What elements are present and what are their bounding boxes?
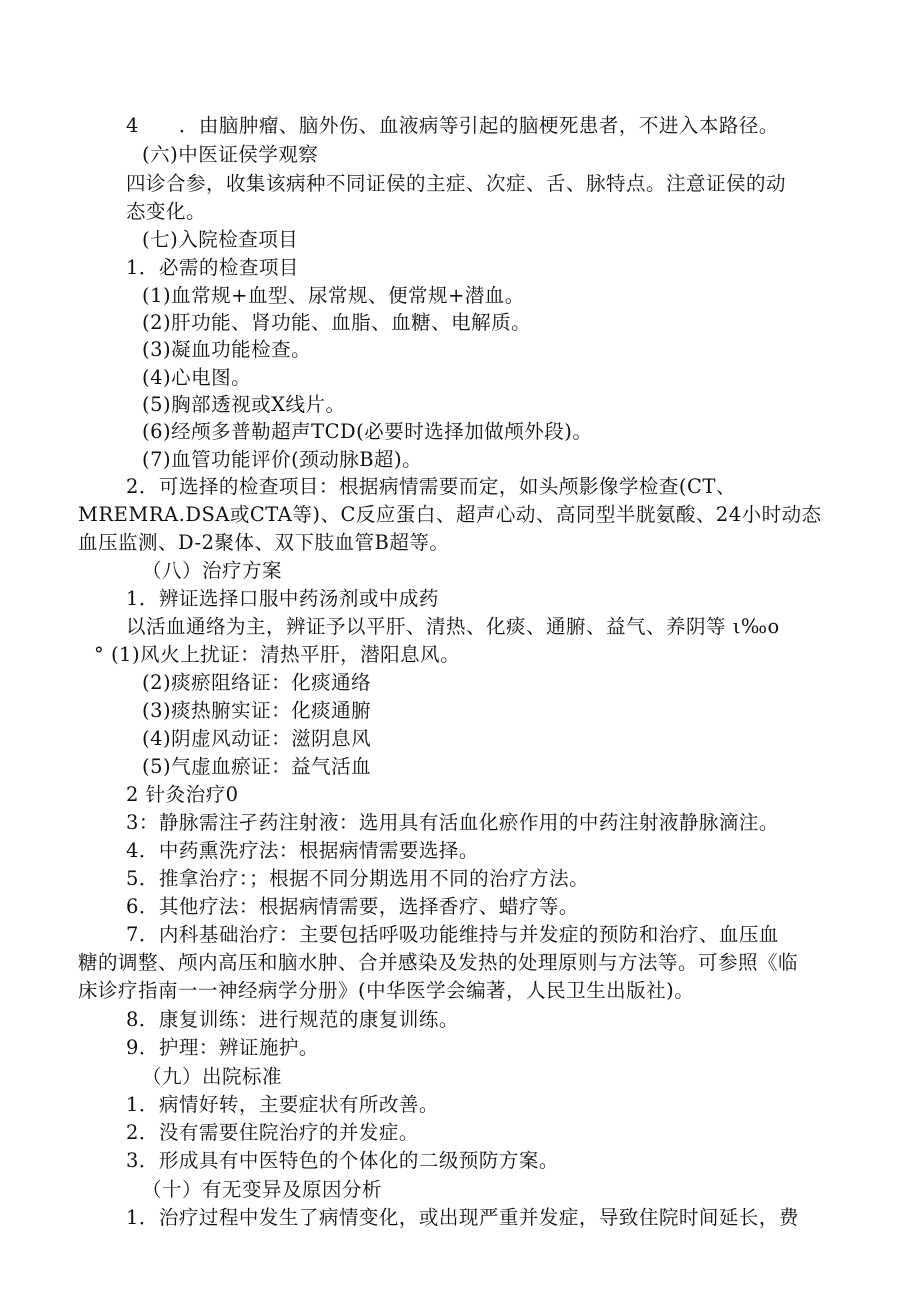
section-heading: (六)中医证侯学观察: [142, 143, 319, 166]
list-item: (3)痰热腑实证：化痰通腑: [142, 699, 372, 722]
list-item: (5)胸部透视或X线片。: [142, 393, 346, 416]
text-line: 1．辨证选择口服中药汤剂或中成药: [126, 587, 439, 610]
text-line: MREMRA.DSA或CTA等)、C反应蛋白、超声心动、高同型半胱氨酸、24小时动态: [78, 503, 822, 526]
text-line: 态变化。: [126, 200, 207, 223]
section-heading: （八）治疗方案: [142, 559, 283, 582]
text-line: 7．内科基础治疗：主要包括呼吸功能维持与并发症的预防和治疗、血压血: [126, 923, 779, 946]
list-item: (4)心电图。: [142, 366, 252, 389]
list-item: (7)血管功能评价(颈动脉B超)。: [142, 448, 423, 471]
list-item: (2)肝功能、肾功能、血脂、血糖、电解质。: [142, 311, 532, 334]
text-line: 2．没有需要住院治疗的并发症。: [126, 1121, 419, 1144]
text-line: 6．其他疗法：根据病情需要，选择香疗、蜡疗等。: [126, 895, 579, 918]
text-line: 1．必需的检查项目: [126, 256, 299, 279]
text-line: 1．治疗过程中发生了病情变化，或出现严重并发症，导致住院时间延长，费: [126, 1206, 799, 1229]
list-item: (3)凝血功能检查。: [142, 338, 312, 361]
section-heading: （十）有无变异及原因分析: [142, 1178, 383, 1201]
text-line: 5．推拿治疗：；根据不同分期选用不同的治疗方法。: [126, 867, 590, 890]
text-line: 四诊合参，收集该病种不同证侯的主症、次症、舌、脉特点。注意证侯的动: [126, 172, 787, 195]
list-item: ° (1)风火上扰证：清热平肝，潜阳息风。: [94, 643, 461, 666]
text-line: 2．可选择的检查项目：根据病情需要而定，如头颅影像学检查(CT、: [126, 475, 736, 498]
text-line: 4．中药熏洗疗法：根据病情需要选择。: [126, 839, 479, 862]
text-line: 以活血通络为主，辨证予以平肝、清热、化痰、通腑、益气、养阴等 ι‰o: [126, 615, 780, 638]
text-line: 4 ．由脑肿瘤、脑外伤、血液病等引起的脑梗死患者，不进入本路径。: [126, 114, 779, 137]
list-item: (4)阴虚风动证：滋阴息风: [142, 727, 372, 750]
section-heading: (七)入院检查项目: [142, 228, 299, 251]
list-item: (2)痰瘀阻络证：化痰通络: [142, 671, 372, 694]
text-line: 糖的调整、颅内高压和脑水肿、合并感染及发热的处理原则与方法等。可参照《临: [78, 951, 799, 974]
list-item: (6)经颅多普勒超声TCD(必要时选择加做颅外段)。: [142, 420, 593, 443]
text-line: 8．康复训练：进行规范的康复训练。: [126, 1008, 459, 1031]
text-line: 血压监测、D-2聚体、双下肢血管B超等。: [78, 531, 450, 554]
text-line: 床诊疗指南一一神经病学分册》(中华医学会编著，人民卫生出版社)。: [78, 979, 695, 1002]
text-line: 3：静脉需注孑药注射液：选用具有活血化瘀作用的中药注射液静脉滴注。: [126, 811, 779, 834]
text-line: 9．护理：辨证施护。: [126, 1036, 319, 1059]
text-line: 2 针灸治疗0: [126, 783, 239, 806]
section-heading: （九）出院标准: [142, 1065, 283, 1088]
text-line: 1．病情好转，主要症状有所改善。: [126, 1093, 439, 1116]
list-item: (1)血常规+血型、尿常规、便常规+潜血。: [142, 284, 525, 307]
text-line: 3．形成具有中医特色的个体化的二级预防方案。: [126, 1149, 559, 1172]
list-item: (5)气虚血瘀证：益气活血: [142, 755, 372, 778]
